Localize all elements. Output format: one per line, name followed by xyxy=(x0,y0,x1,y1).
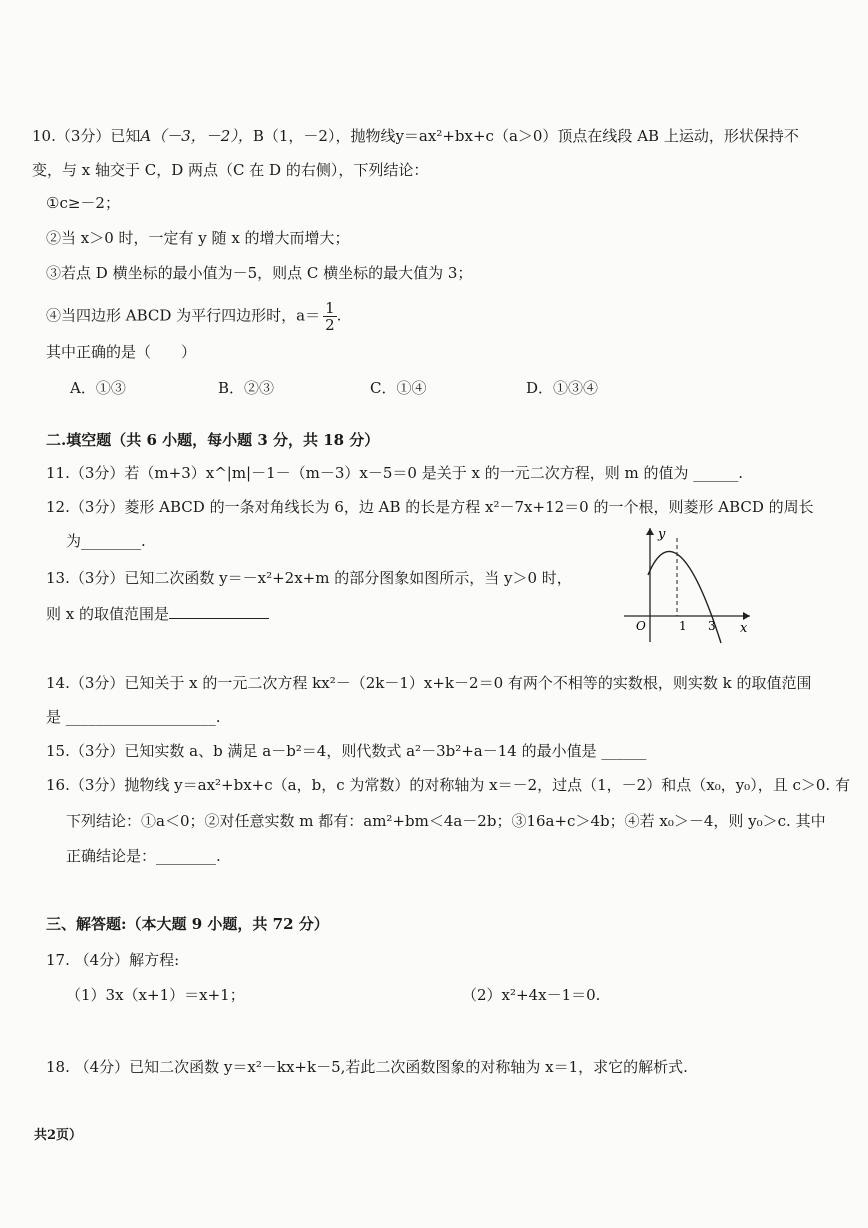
q10-statement-1: ①c≥－2； xyxy=(46,194,120,212)
fraction-denominator: 2 xyxy=(325,316,335,334)
q16-line1: 16.（3分）抛物线 y＝ax²+bx+c（a，b，c 为常数）的对称轴为 x＝－2，过点（1，－2）和点（x₀，y₀），且 c＞0. 有 xyxy=(46,776,850,794)
q13-answer-blank[interactable] xyxy=(169,604,269,619)
q10-line2: 变，与 x 轴交于 C，D 两点（C 在 D 的右侧），下列结论： xyxy=(32,161,429,179)
y-axis-arrow xyxy=(646,528,654,535)
q12-line1: 12.（3分）菱形 ABCD 的一条对角线长为 6，边 AB 的长是方程 x²－7x+12＝0 的一个根，则菱形 ABCD 的周长 xyxy=(46,498,814,516)
q15: 15.（3分）已知实数 a、b 满足 a－b²＝4，则代数式 a²－3b²+a－14 的最小值是 ______ xyxy=(46,742,647,760)
section-3-heading: 三、解答题:（本大题 9 小题，共 72 分） xyxy=(46,915,329,933)
q13-line2 xyxy=(46,604,269,624)
q10-point-b: B（1，－2），抛物线 xyxy=(252,127,396,145)
q10-option-d: D．①③④ xyxy=(526,379,599,397)
q18: 18. （4分）已知二次函数 y＝x²－kx+k－5,若此二次函数图象的对称轴为 x＝1，求它的解析式. xyxy=(46,1058,688,1076)
q14-line2: 是 ____________________. xyxy=(46,708,221,726)
q10-statement-2: ②当 x＞0 时，一定有 y 随 x 的增大而增大； xyxy=(46,229,350,247)
q12-line2: 为________. xyxy=(66,532,146,550)
q10-point-a: A（－3，－2）， xyxy=(140,127,253,145)
q13-line2-text: 则 x 的取值范围是 xyxy=(46,605,169,623)
q10-statement-4-end: . xyxy=(336,306,342,325)
q10-option-a: A．①③ xyxy=(70,379,126,397)
graph-tick-3: 3 xyxy=(708,619,716,633)
section-2-heading: 二.填空题（共 6 小题，每小题 3 分，共 18 分） xyxy=(46,431,380,449)
q17: 17. （4分）解方程: xyxy=(46,951,180,969)
q10-statement-3: ③若点 D 横坐标的最小值为－5，则点 C 横坐标的最大值为 3； xyxy=(46,264,473,282)
q13-line1: 13.（3分）已知二次函数 y＝－x²+2x+m 的部分图象如图所示，当 y＞0 时， xyxy=(46,569,572,587)
graph-tick-1: 1 xyxy=(679,619,687,633)
q10-statement-4-text: ④当四边形 ABCD 为平行四边形时，a＝ xyxy=(46,306,321,325)
q17-part1: （1）3x（x+1）＝x+1； xyxy=(66,986,245,1004)
graph-x-label: x xyxy=(740,621,748,636)
q17-part2: （2）x²+4x－1＝0. xyxy=(462,986,601,1004)
q11: 11.（3分）若（m+3）x^|m|－1－（m－3）x－5＝0 是关于 x 的一元二次方程，则 m 的值为 ______. xyxy=(46,464,744,482)
q10-line1 xyxy=(32,126,799,146)
q10-parabola: y＝ax²+bx+c（a＞0）顶点在线段 AB 上运动，形状保持不 xyxy=(395,127,799,145)
q10-fraction xyxy=(323,300,337,333)
q10-ask: 其中正确的是（ ） xyxy=(46,343,197,361)
q16-line2: 下列结论：①a＜0；②对任意实数 m 都有：am²+bm＜4a－2b；③16a+c＞4b；④若 x₀＞－4，则 y₀＞c. 其中 xyxy=(66,812,826,830)
q13-parabola-graph xyxy=(616,520,756,645)
fraction-numerator: 1 xyxy=(325,299,335,317)
q10-statement-4 xyxy=(46,300,341,333)
q10-option-b: B．②③ xyxy=(218,379,275,397)
q14-line1: 14.（3分）已知关于 x 的一元二次方程 kx²－（2k－1）x+k－2＝0 有两个不相等的实数根，则实数 k 的取值范围 xyxy=(46,674,812,692)
graph-origin-label: O xyxy=(636,619,646,633)
q10-option-c: C．①④ xyxy=(370,379,427,397)
graph-y-label: y xyxy=(658,527,666,542)
q16-line3: 正确结论是：________. xyxy=(66,847,221,865)
page-footer: 共2页） xyxy=(34,1128,83,1143)
x-axis-arrow xyxy=(743,612,750,620)
q10-number: 10.（3分）已知 xyxy=(32,127,141,145)
